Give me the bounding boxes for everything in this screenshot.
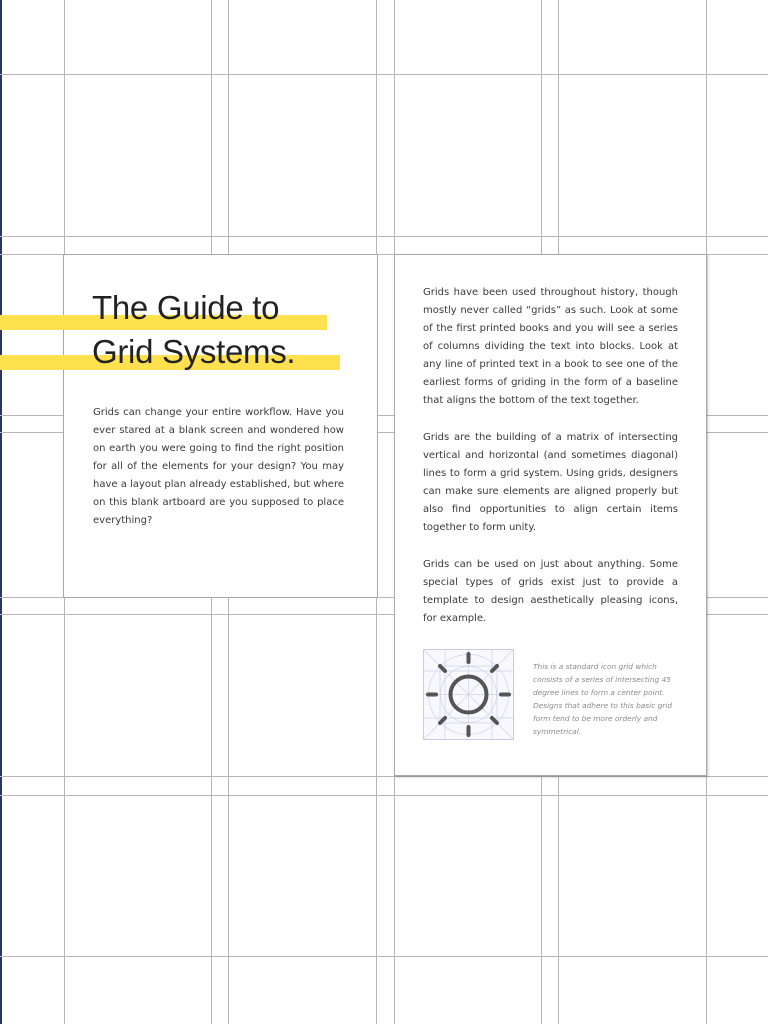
grid-line-horizontal	[0, 776, 768, 777]
grid-line-horizontal	[0, 74, 768, 75]
body-paragraph-2: Grids are the building of a matrix of intersecting vertical and horizontal (and sometimes diagonal) lines to form a grid system. Using grids, designers can make sure elements are aligned properly but also find opportunities to align certain items together to form unity.	[423, 432, 678, 533]
body-paragraph-3: Grids can be used on just about anything. Some special types of grids exist just to provide a template to design aesthetically pleasing icons, for example.	[423, 559, 678, 624]
grid-line-horizontal	[0, 795, 768, 796]
icon-grid-figure	[423, 649, 514, 740]
page-title	[92, 286, 372, 374]
title-line-1: The Guide to	[92, 289, 280, 326]
title-line-2: Grid Systems.	[92, 333, 296, 370]
intro-paragraph: Grids can change your entire workflow. Have you ever stared at a blank screen and wondered how on earth you were going to find the right position for all of the elements for your design? You may have a layout plan already established, but where on this blank artboard are you supposed to place everything?	[93, 407, 344, 526]
page-edge	[0, 0, 2, 1024]
grid-line-horizontal	[0, 236, 768, 237]
grid-line-horizontal	[0, 956, 768, 957]
body-paragraph-1: Grids have been used throughout history, though mostly never called “grids” as such. Look at some of the first printed books and you will see a series of columns dividing the text into blocks. Look at any line of printed text in a book to see one of the earliest forms of griding in the form of a baseline that aligns the bottom of the text together.	[423, 287, 678, 406]
figure-caption: This is a standard icon grid which consists of a series of intersecting 45 degree lines to form a center point. Designs that adhere to this basic grid form tend to be more orderly and symmetrical.	[533, 662, 673, 736]
